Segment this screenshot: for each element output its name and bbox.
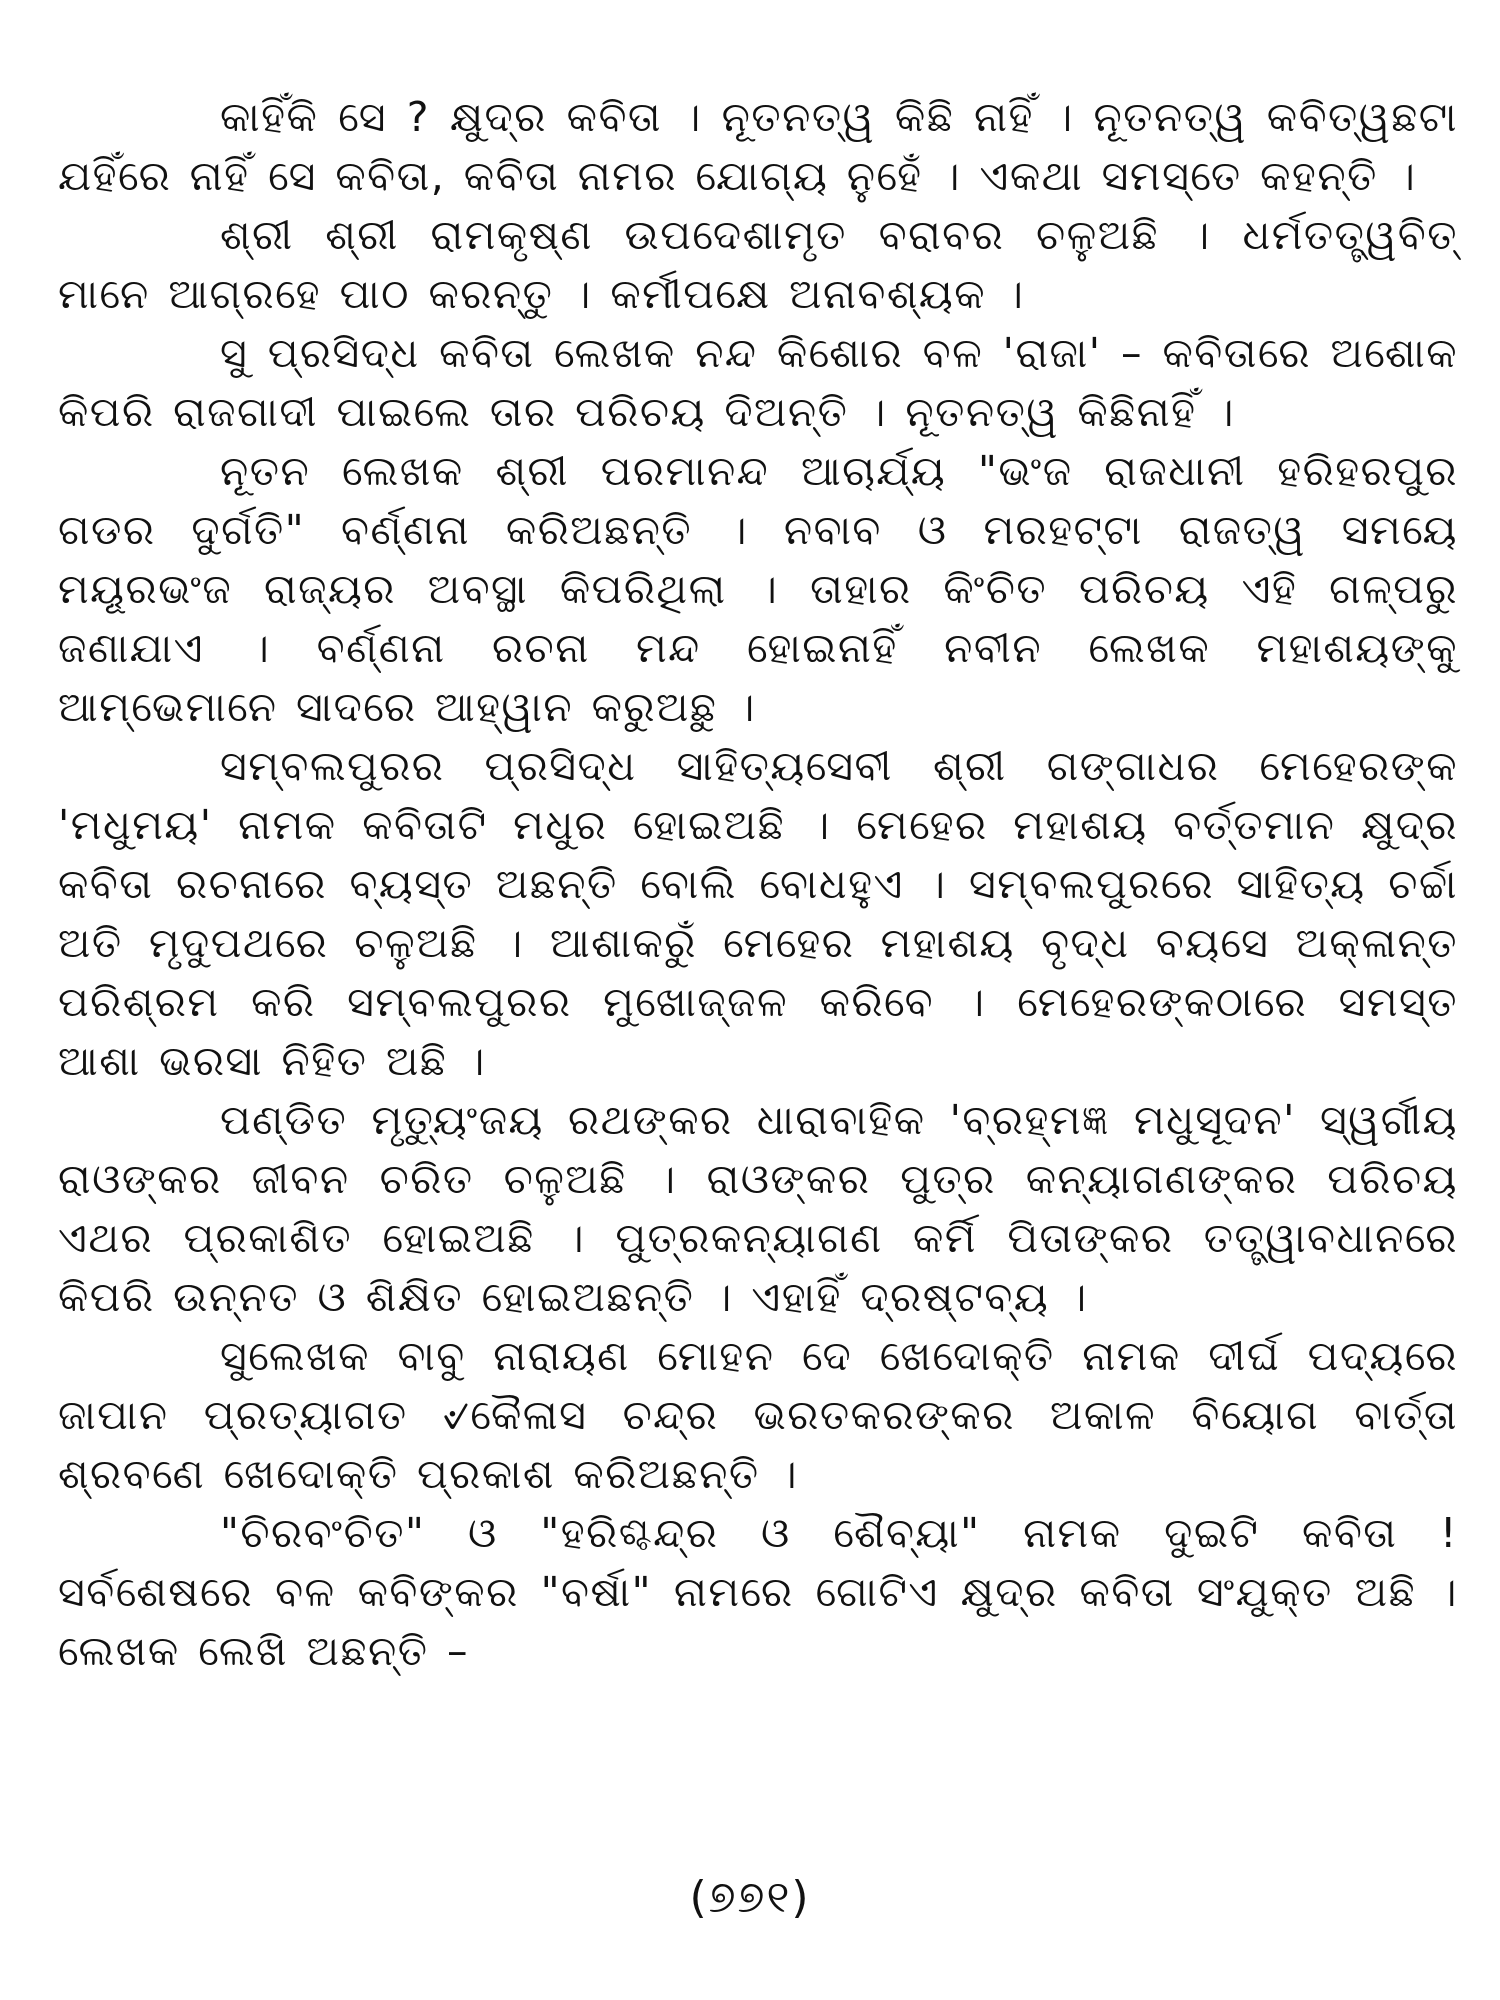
paragraph-5: ସମ୍ବଲପୁରର ପ୍ରସିଦ୍ଧ ସାହିତ୍ୟସେବୀ ଶ୍ରୀ ଗଙ୍ଗାଧର ମେହେରଙ୍କ 'ମଧୁମୟ' ନାମକ କବିତାଟି ମଧୁର ହୋଇଅଛି । ମେହେର ମହାଶୟ ବର୍ତ୍ତମାନ କ୍ଷୁଦ୍ର କବିତା ରଚନାରେ ବ୍ୟସ୍ତ ଅଛନ୍ତି ବୋଲି ବୋଧହୁଏ । ସମ୍ବଲପୁରରେ ସାହିତ୍ୟ ଚର୍ଚ୍ଚା ଅତି ମୃଦୁପଥରେ ଚଳୁଅଛି । ଆଶାକରୁଁ ମେହେର ମହାଶୟ ବୃଦ୍ଧ ବୟସେ ଅକ୍ଳାନ୍ତ ପରିଶ୍ରମ କରି ସମ୍ବଲପୁରର ମୁଖୋଜ୍ଜଳ କରିବେ । ମେହେରଙ୍କଠାରେ ସମସ୍ତ ଆଶା ଭରସା ନିହିତ ଅଛି । — [58, 742, 1458, 1085]
paragraph-1: କାହିଁକି ସେ ? କ୍ଷୁଦ୍ର କବିତା । ନୂତନତ୍ୱ କିଛି ନାହିଁ । ନୂତନତ୍ୱ କବିତ୍ୱଛଟା ଯହିଁରେ ନାହିଁ ସେ କବିତା, କବିତା ନାମର ଯୋଗ୍ୟ ନୁହେଁ । ଏକଥା ସମସ୍ତେ କହନ୍ତି । — [58, 93, 1458, 200]
page-number: (୭୭୧) — [689, 1872, 811, 1923]
paragraph-7: ସୁଲେଖକ ବାବୁ ନାରାୟଣ ମୋହନ ଦେ ଖେଦୋକ୍ତି ନାମକ ଦୀର୍ଘ ପଦ୍ୟରେ ଜାପାନ ପ୍ରତ୍ୟାଗତ ୰କୈଳାସ ଚନ୍ଦ୍ର ଭରତକରଙ୍କର ଅକାଳ ବିୟୋଗ ବାର୍ତ୍ତା ଶ୍ରବଣେ ଖେଦୋକ୍ତି ପ୍ରକାଶ କରିଅଛନ୍ତି । — [58, 1332, 1458, 1498]
document-page — [58, 88, 1458, 1968]
paragraph-8: "ଚିରବଂଚିତ" ଓ "ହରିଶ୍ଚନ୍ଦ୍ର ଓ ଶୈବ୍ୟା" ନାମକ ଦୁଇଟି କବିତା ! ସର୍ବଶେଷରେ ବଳ କବିଙ୍କର "ବର୍ଷା" ନାମରେ ଗୋଟିଏ କ୍ଷୁଦ୍ର କବିତା ସଂଯୁକ୍ତ ଅଛି । ଲେଖକ ଲେଖି ଅଛନ୍ତି – — [58, 1509, 1458, 1675]
paragraph-4: ନୂତନ ଲେଖକ ଶ୍ରୀ ପରମାନନ୍ଦ ଆଚାର୍ଯ୍ୟ "ଭଂଜ ରାଜଧାନୀ ହରିହରପୁର ଗଡର ଦୁର୍ଗତି" ବର୍ଣ୍ଣନା କରିଅଛନ୍ତି । ନବାବ ଓ ମରହଟ୍ଟା ରାଜତ୍ୱ ସମୟେ ମୟୂରଭଂଜ ରାଜ୍ୟର ଅବସ୍ଥା କିପରିଥିଲା । ତାହାର କିଂଚିତ ପରିଚୟ ଏହି ଗଳ୍ପରୁ ଜଣାଯାଏ । ବର୍ଣ୍ଣନା ରଚନା ମନ୍ଦ ହୋଇନାହିଁ ନବୀନ ଲେଖକ ମହାଶୟଙ୍କୁ ଆମ୍ଭେମାନେ ସାଦରେ ଆହ୍ୱାନ କରୁଅଛୁ । — [58, 447, 1458, 731]
paragraph-6: ପଣ୍ଡିତ ମୃତ୍ୟୁଂଜୟ ରଥଙ୍କର ଧାରାବାହିକ 'ବ୍ରହ୍ମଜ୍ଞ ମଧୁସୂଦନ' ସ୍ୱର୍ଗୀୟ ରାଓଙ୍କର ଜୀବନ ଚରିତ ଚଳୁଅଛି । ରାଓଙ୍କର ପୁତ୍ର କନ୍ୟାଗଣଙ୍କର ପରିଚୟ ଏଥର ପ୍ରକାଶିତ ହୋଇଅଛି । ପୁତ୍ରକନ୍ୟାଗଣ କର୍ମି ପିତାଙ୍କର ତତ୍ତ୍ୱାବଧାନରେ କିପରି ଉନ୍ନତ ଓ ଶିକ୍ଷିତ ହୋଇଅଛନ୍ତି । ଏହାହିଁ ଦ୍ରଷ୍ଟବ୍ୟ । — [58, 1096, 1458, 1321]
paragraph-3: ସୁ ପ୍ରସିଦ୍ଧ କବିତା ଲେଖକ ନନ୍ଦ କିଶୋର ବଳ 'ରାଜା' – କବିତାରେ ଅଶୋକ କିପରି ରାଜଗାଦୀ ପାଇଲେ ତାର ପରିଚୟ ଦିଅନ୍ତି । ନୂତନତ୍ୱ କିଛିନାହିଁ । — [58, 329, 1458, 436]
paragraph-2: ଶ୍ରୀ ଶ୍ରୀ ରାମକୃଷ୍ଣ ଉପଦେଶାମୃତ ବରାବର ଚଳୁଅଛି । ଧର୍ମତତ୍ତ୍ୱବିତ୍ ମାନେ ଆଗ୍ରହେ ପାଠ କରନ୍ତୁ । କର୍ମୀପକ୍ଷେ ଅନାବଶ୍ୟକ । — [58, 211, 1458, 318]
